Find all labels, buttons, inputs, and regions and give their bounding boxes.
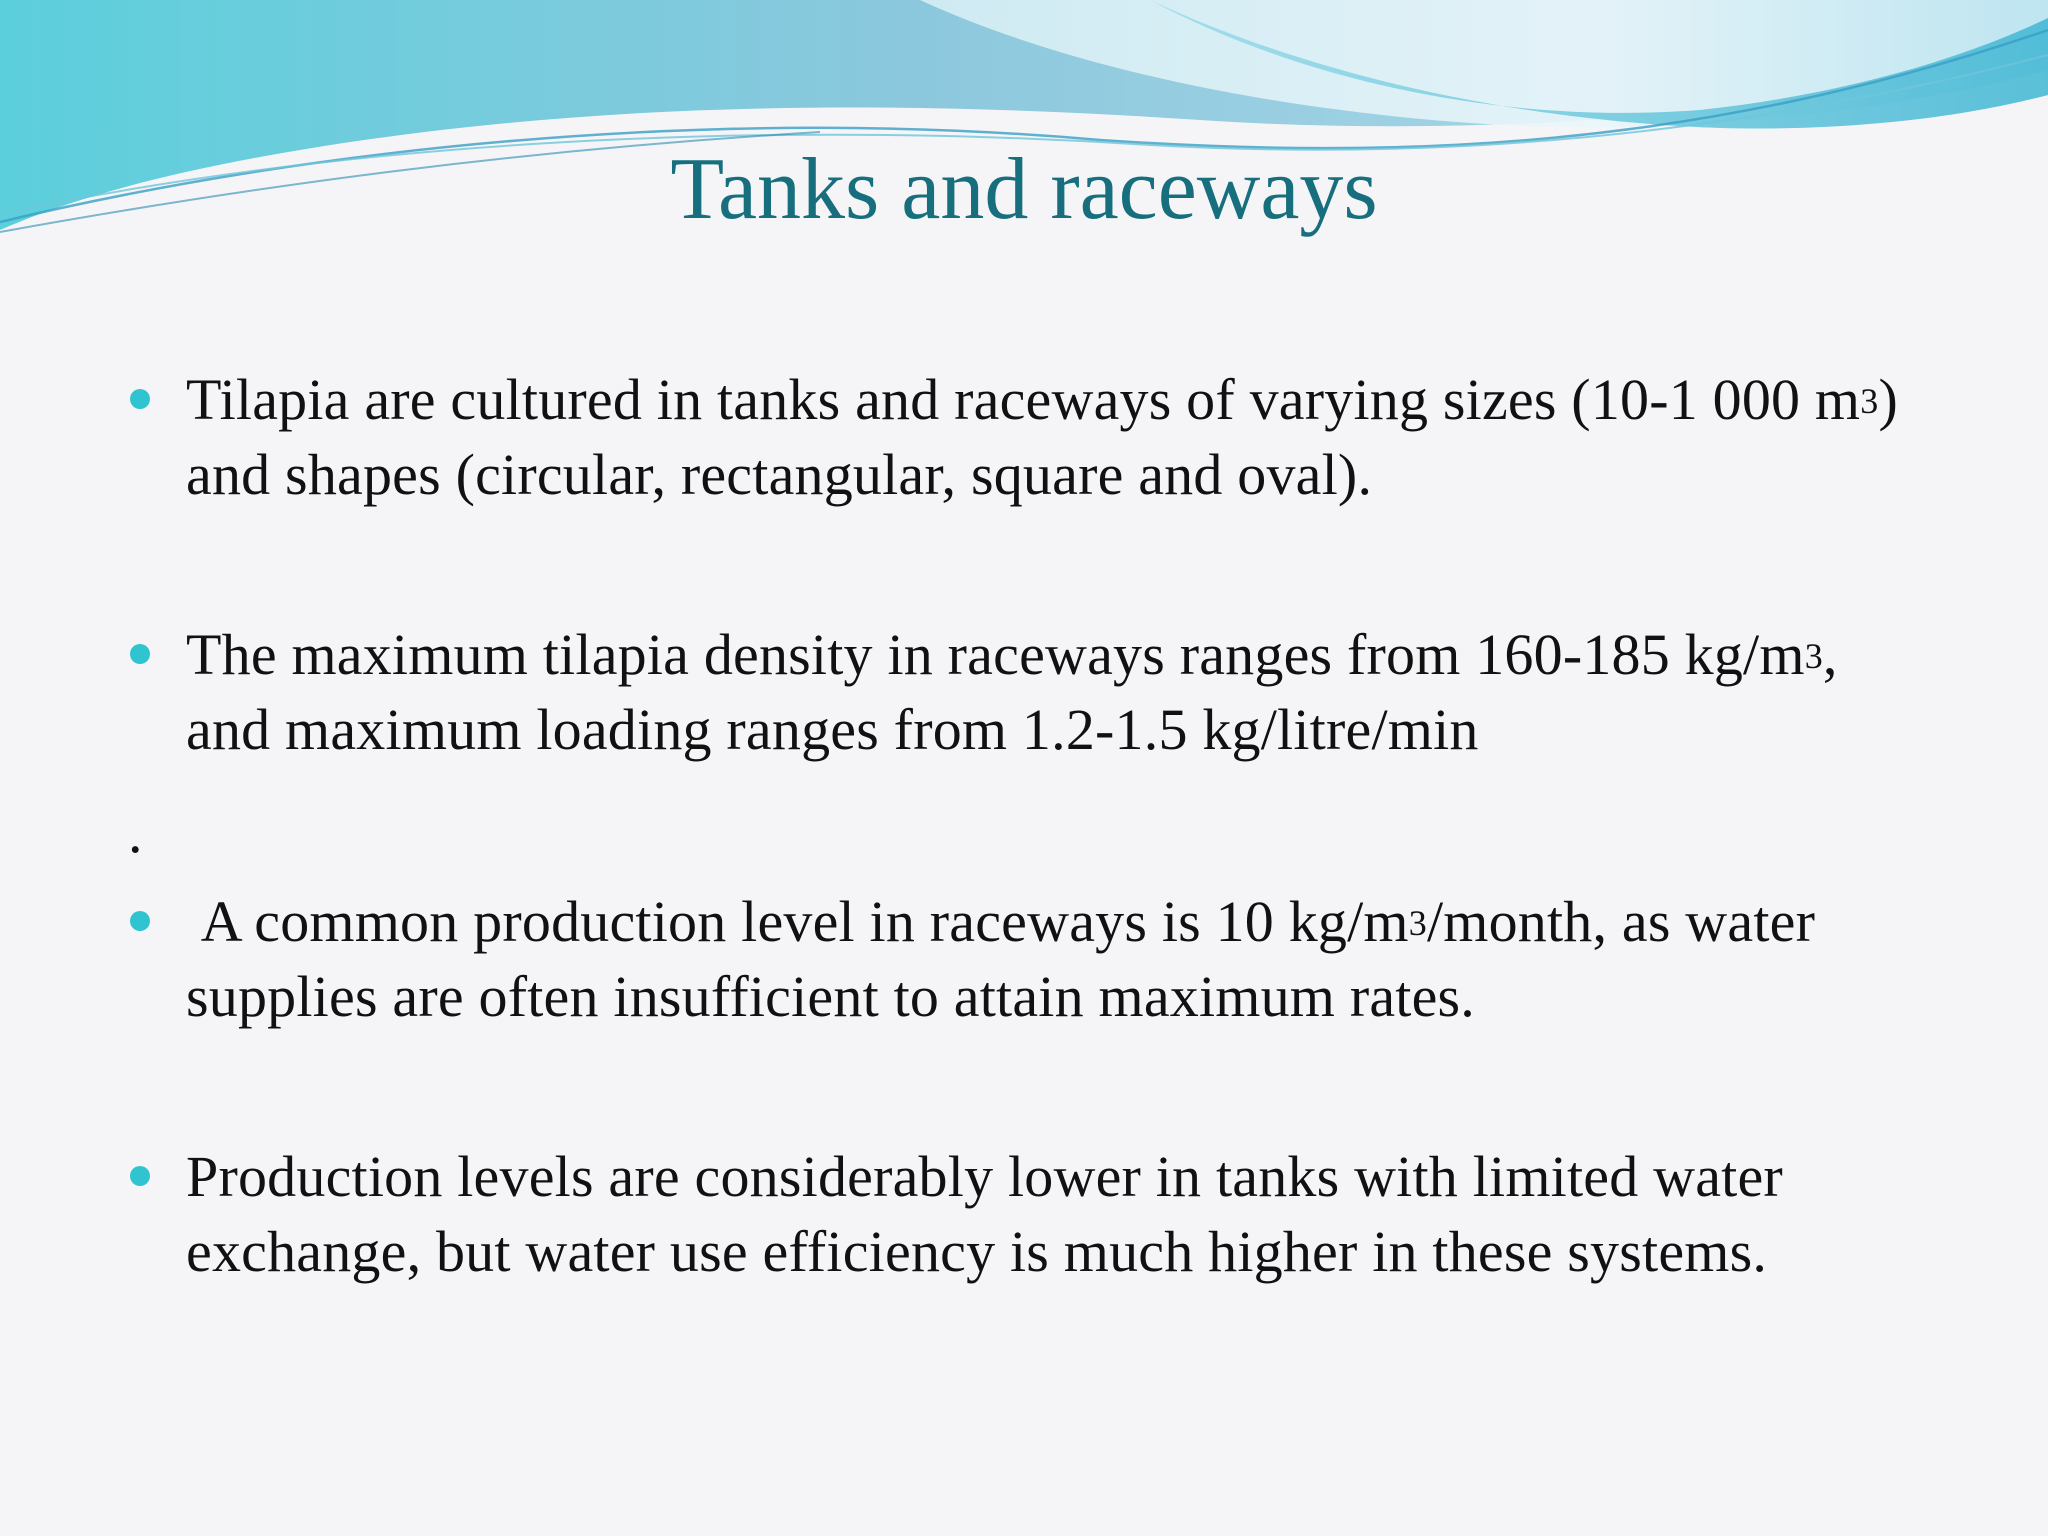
stray-period: . <box>128 800 143 865</box>
bullet-item-tank-efficiency <box>130 1139 1930 1289</box>
bullet-text: Production levels are considerably lower in tanks with limited water exchange, but water use efficiency is much higher in these systems. <box>186 1144 1783 1284</box>
bullet-text: /month, as water supplies are often insufficient to attain maximum rates. <box>186 889 1816 1029</box>
bullet-dot-icon <box>130 644 150 664</box>
slide-title: Tanks and raceways <box>670 141 1378 238</box>
bullet-dot-icon <box>130 911 150 931</box>
bullet-item-production-level <box>130 884 1930 1034</box>
bullet-item-tank-sizes <box>130 362 1930 512</box>
superscript: 3 <box>1804 636 1823 676</box>
bullet-text: , and maximum loading ranges from 1.2-1.5 kg/litre/min <box>186 622 1838 762</box>
bullet-dot-icon <box>130 1166 150 1186</box>
bullet-item-raceway-density <box>130 617 1930 767</box>
bullet-list <box>130 362 1930 1289</box>
superscript: 3 <box>1860 381 1879 421</box>
bullet-text: The maximum tilapia density in raceways ranges from 160-185 kg/m <box>186 622 1805 687</box>
bullet-dot-icon <box>130 389 150 409</box>
bullet-text: ) and shapes (circular, rectangular, square and oval). <box>186 367 1898 507</box>
bullet-text: A common production level in raceways is 10 kg/m <box>186 889 1409 954</box>
bullet-text: Tilapia are cultured in tanks and raceways of varying sizes (10-1 000 m <box>186 367 1861 432</box>
superscript: 3 <box>1408 903 1427 943</box>
